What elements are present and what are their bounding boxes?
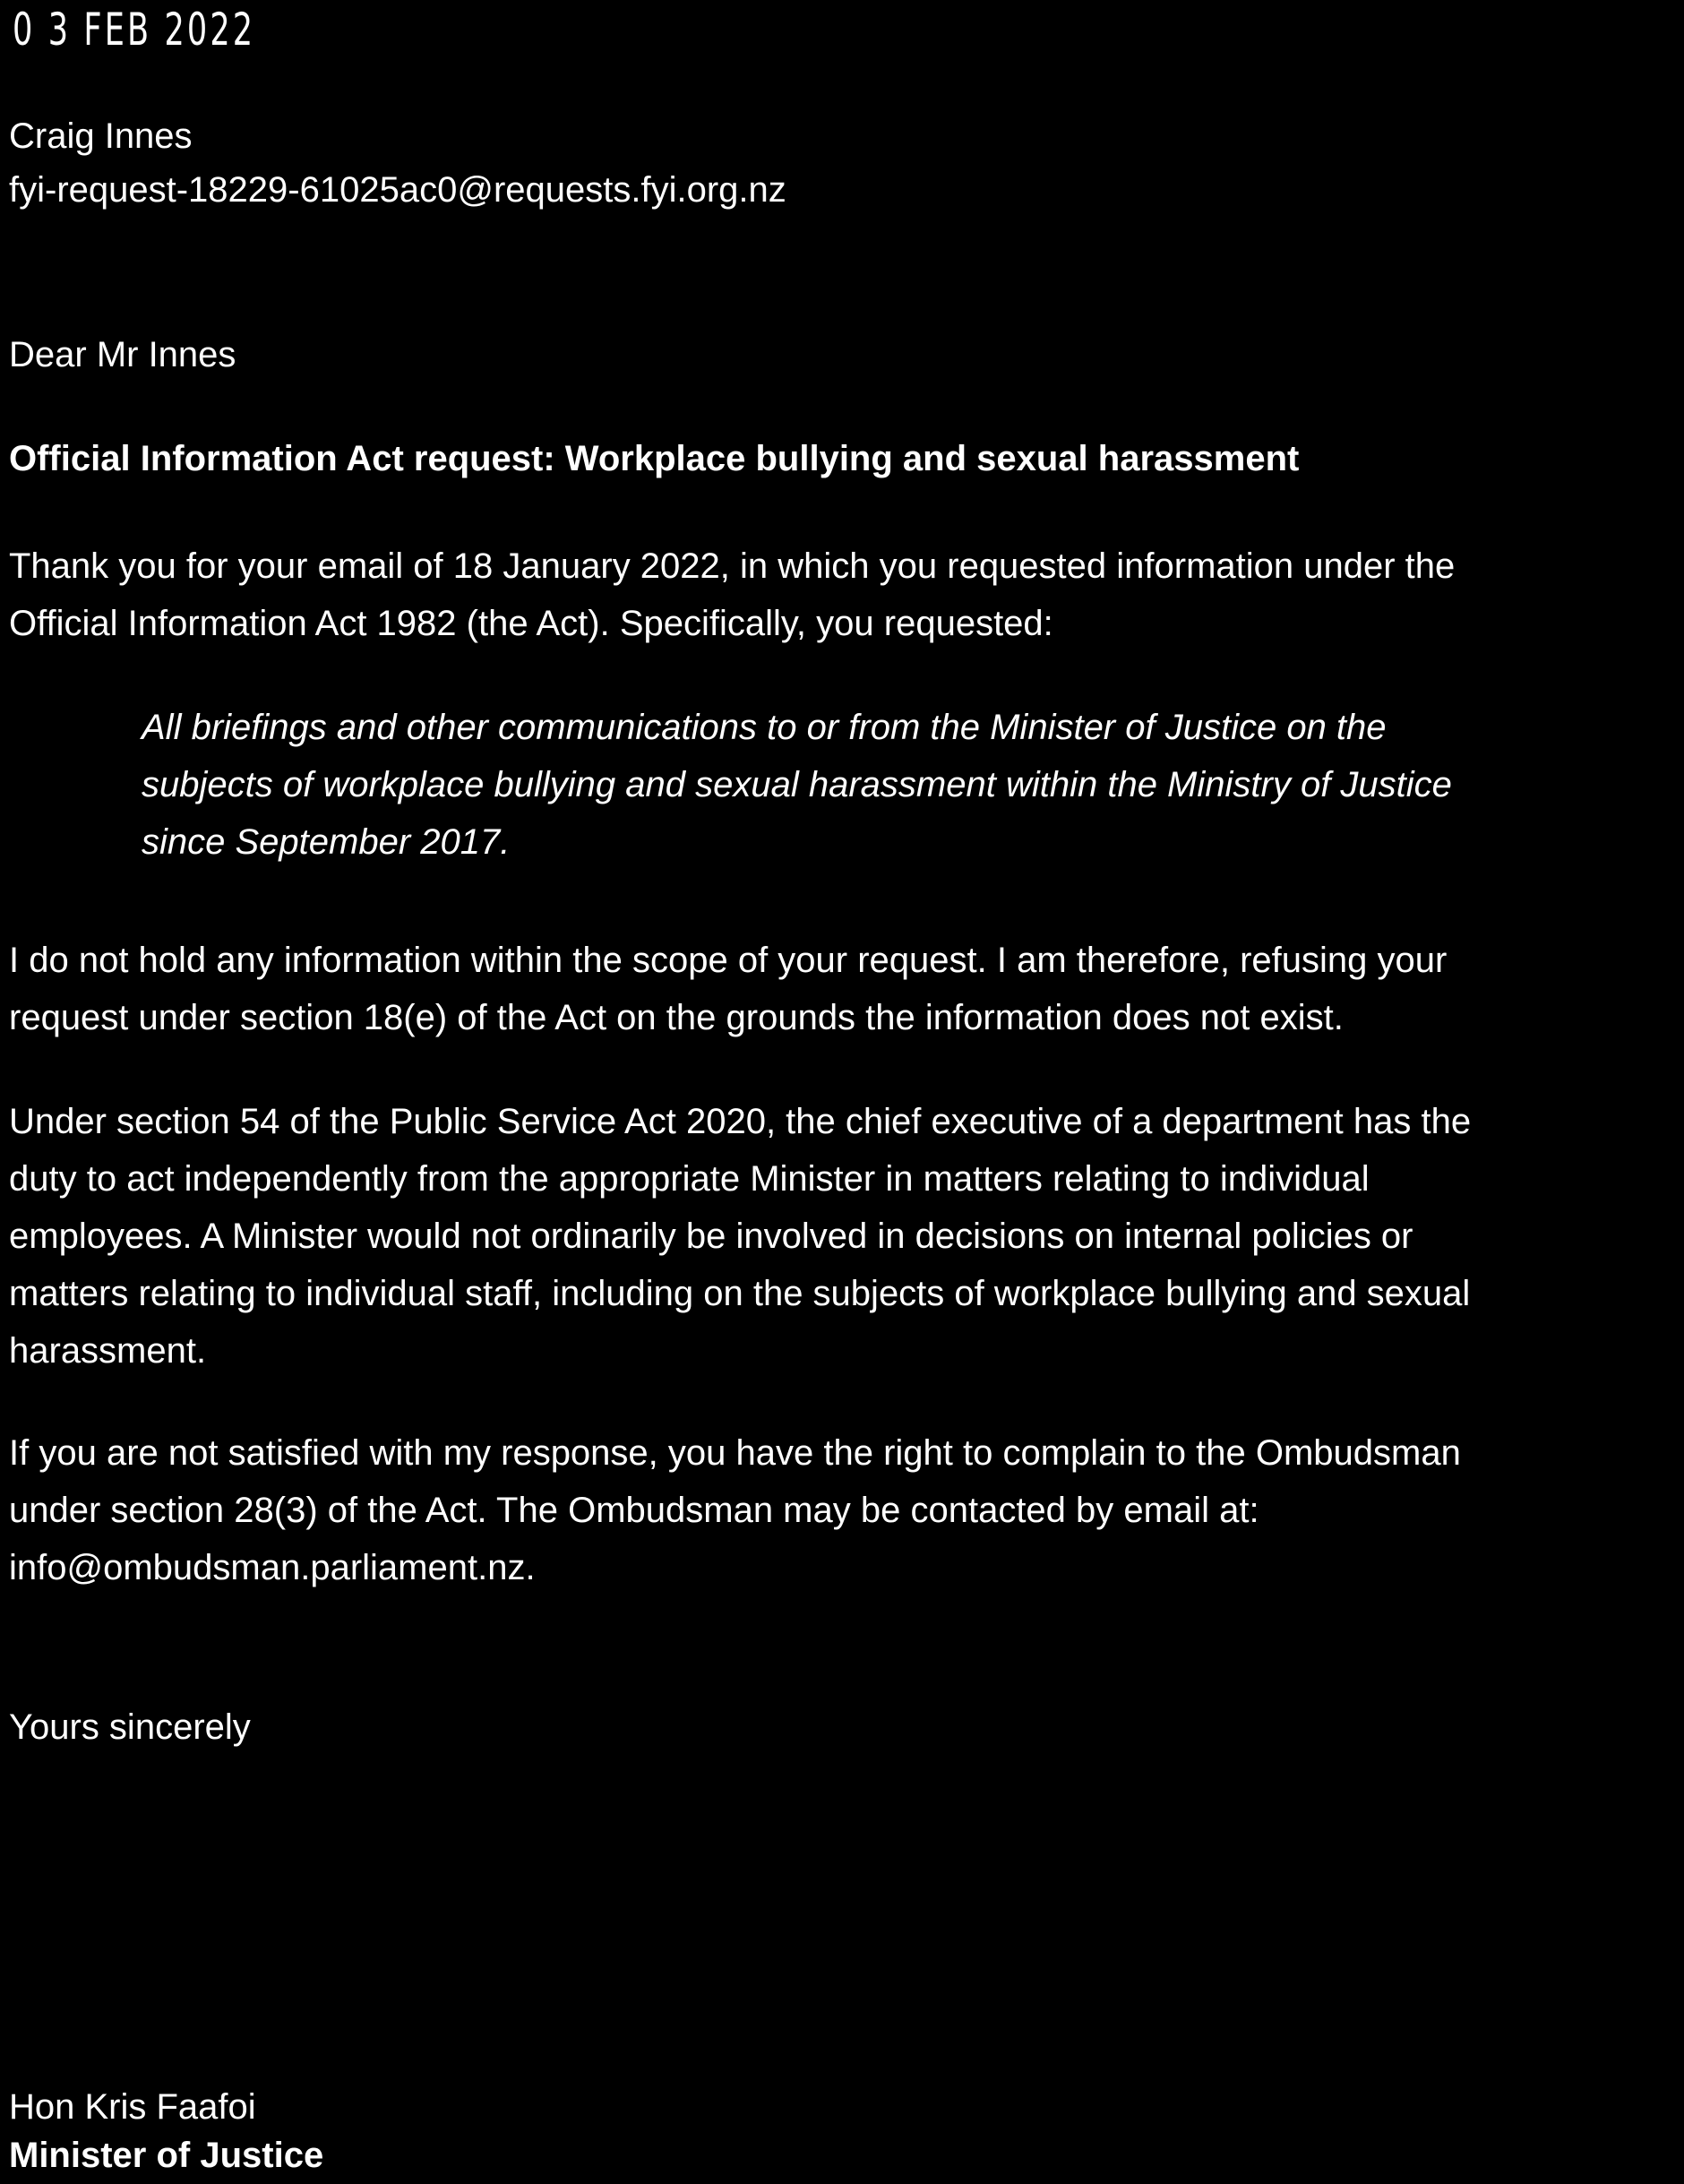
quote-line: since September 2017. <box>142 822 511 862</box>
quote-line: All briefings and other communications to or from the Minister of Justice on the <box>142 708 1387 747</box>
paragraph-ombudsman <box>9 1424 1675 1596</box>
salutation: Dear Mr Innes <box>9 335 236 374</box>
paragraph-line: matters relating to individual staff, including on the subjects of workplace bullying and sexual <box>9 1274 1471 1313</box>
recipient-name: Craig Innes <box>9 116 193 156</box>
signatory-title: Minister of Justice <box>9 2136 324 2175</box>
paragraph-line: I do not hold any information within the scope of your request. I am therefore, refusing your <box>9 941 1448 980</box>
paragraph-line: employees. A Minister would not ordinarily be involved in decisions on internal policies or <box>9 1217 1413 1256</box>
paragraph-context <box>9 1093 1675 1380</box>
closing: Yours sincerely <box>9 1707 251 1747</box>
paragraph-line: duty to act independently from the appropriate Minister in matters relating to individual <box>9 1159 1370 1199</box>
paragraph-line: harassment. <box>9 1331 207 1371</box>
paragraph-intro <box>9 537 1675 652</box>
recipient-email: fyi-request-18229-61025ac0@requests.fyi.org.nz <box>9 170 786 210</box>
request-quote <box>142 699 1664 871</box>
paragraph-line: info@ombudsman.parliament.nz. <box>9 1548 536 1587</box>
paragraph-refusal <box>9 932 1675 1046</box>
paragraph-line: request under section 18(e) of the Act on the grounds the information does not exist. <box>9 998 1344 1037</box>
signatory-name: Hon Kris Faafoi <box>9 2087 256 2127</box>
paragraph-line: under section 28(3) of the Act. The Ombudsman may be contacted by email at: <box>9 1491 1259 1530</box>
quote-line: subjects of workplace bullying and sexual harassment within the Ministry of Justice <box>142 765 1452 804</box>
paragraph-line: Under section 54 of the Public Service Act 2020, the chief executive of a department has the <box>9 1102 1472 1141</box>
subject-heading: Official Information Act request: Workplace bullying and sexual harassment <box>9 439 1300 478</box>
paragraph-line: Official Information Act 1982 (the Act). Specifically, you requested: <box>9 604 1053 643</box>
date-stamp: 0 3 FEB 2022 <box>13 4 256 56</box>
paragraph-line: If you are not satisfied with my response, you have the right to complain to the Ombudsman <box>9 1433 1461 1473</box>
paragraph-line: Thank you for your email of 18 January 2022, in which you requested information under the <box>9 546 1456 586</box>
